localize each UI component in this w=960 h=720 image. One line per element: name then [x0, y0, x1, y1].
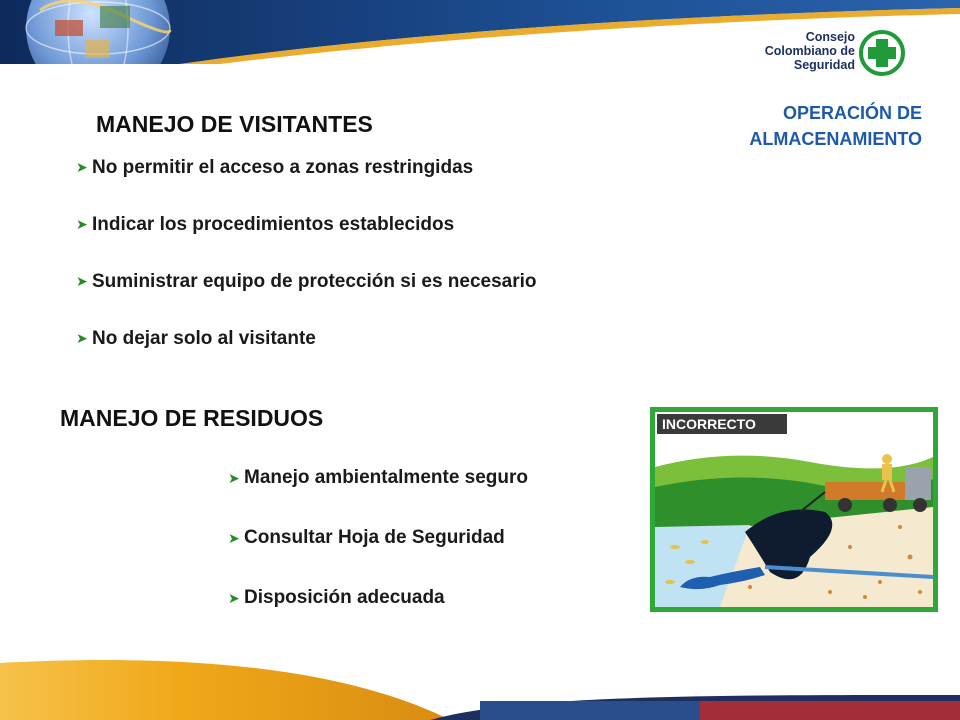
arrow-bullet-icon: ➤ — [76, 216, 88, 232]
list-item-text: Manejo ambientalmente seguro — [244, 467, 529, 488]
slide-title — [749, 100, 922, 152]
arrow-bullet-icon: ➤ — [228, 469, 240, 486]
slide-title-line2: ALMACENAMIENTO — [749, 129, 922, 149]
arrow-bullet-icon: ➤ — [228, 529, 240, 546]
illustration-label: INCORRECTO — [662, 416, 756, 432]
list-item — [228, 448, 528, 508]
waste-heading: MANEJO DE RESIDUOS — [60, 405, 324, 431]
list-item-text: Suministrar equipo de protección si es necesario — [92, 270, 537, 292]
visitors-list — [76, 139, 537, 367]
arrow-bullet-icon: ➤ — [76, 273, 88, 289]
arrow-bullet-icon: ➤ — [228, 589, 240, 606]
list-item-text: No dejar solo al visitante — [92, 327, 316, 349]
org-logo — [745, 30, 915, 90]
list-item-text: Consultar Hoja de Seguridad — [244, 527, 505, 548]
list-item — [228, 508, 528, 568]
list-item — [76, 196, 537, 253]
list-item — [76, 310, 537, 367]
arrow-bullet-icon: ➤ — [76, 159, 88, 175]
bottom-banner — [0, 655, 960, 720]
arrow-bullet-icon: ➤ — [76, 330, 88, 346]
visitors-heading: MANEJO DE VISITANTES — [96, 111, 373, 137]
list-item — [76, 253, 537, 310]
list-item — [228, 568, 528, 628]
org-logo-line1: Consejo — [805, 30, 855, 44]
list-item-text: Disposición adecuada — [244, 587, 445, 608]
green-cross-icon — [858, 30, 906, 76]
org-logo-text — [745, 30, 855, 72]
list-item-text: Indicar los procedimientos establecidos — [92, 213, 455, 235]
waste-list — [228, 448, 528, 628]
org-logo-line2: Colombiano de — [764, 44, 855, 58]
globe-icon — [26, 0, 170, 64]
org-logo-line3: Seguridad — [793, 58, 855, 72]
slide-title-line1: OPERACIÓN DE — [782, 103, 922, 123]
list-item — [76, 139, 537, 196]
list-item-text: No permitir el acceso a zonas restringidas — [92, 156, 474, 178]
incorrect-disposal-illustration — [650, 407, 938, 612]
